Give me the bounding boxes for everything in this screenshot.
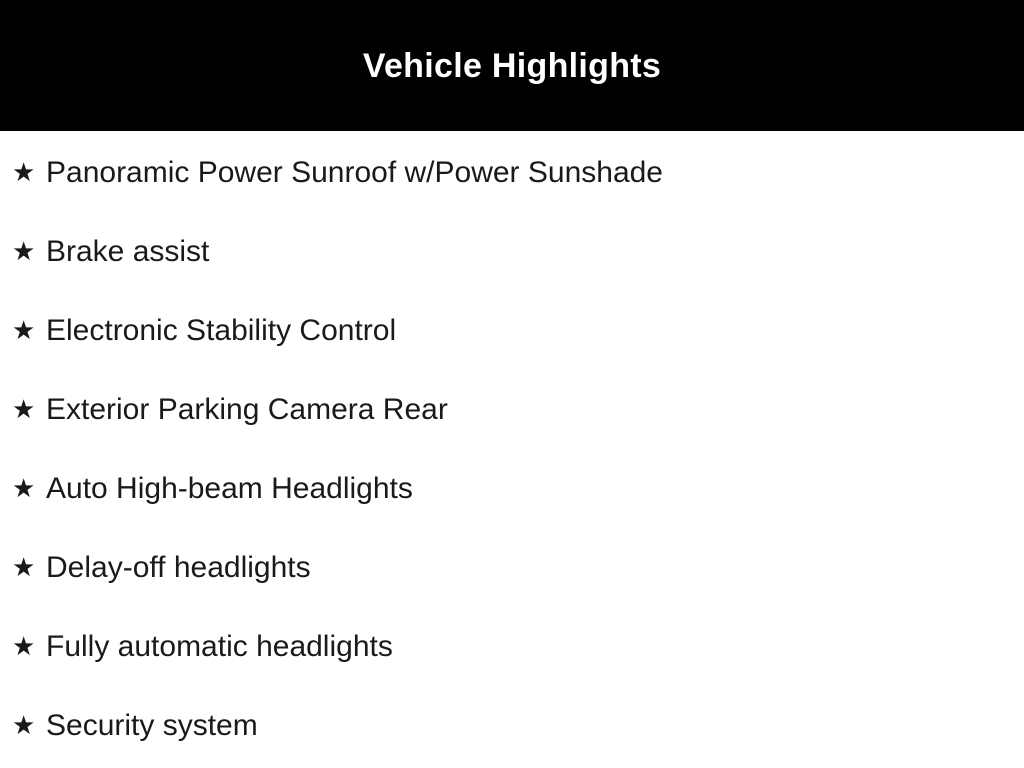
list-item-label: Electronic Stability Control — [46, 313, 397, 347]
star-icon: ★ — [12, 394, 36, 425]
list-item-label: Auto High-beam Headlights — [46, 471, 413, 505]
header — [0, 0, 1024, 131]
star-icon: ★ — [12, 157, 36, 188]
list-item — [12, 528, 1024, 607]
list-item-label: Delay-off headlights — [46, 550, 311, 584]
list-item-label: Security system — [46, 708, 258, 742]
star-icon: ★ — [12, 473, 36, 504]
list-item — [12, 291, 1024, 370]
highlights-list — [0, 131, 1024, 765]
star-icon: ★ — [12, 552, 36, 583]
list-item — [12, 370, 1024, 449]
list-item — [12, 686, 1024, 765]
list-item — [12, 212, 1024, 291]
star-icon: ★ — [12, 631, 36, 662]
star-icon: ★ — [12, 315, 36, 346]
list-item-label: Panoramic Power Sunroof w/Power Sunshade — [46, 155, 663, 189]
list-item-label: Exterior Parking Camera Rear — [46, 392, 448, 426]
star-icon: ★ — [12, 710, 36, 741]
star-icon: ★ — [12, 236, 36, 267]
list-item — [12, 607, 1024, 686]
list-item-label: Fully automatic headlights — [46, 629, 393, 663]
list-item-label: Brake assist — [46, 234, 210, 268]
list-item — [12, 449, 1024, 528]
list-item — [12, 133, 1024, 212]
page-title: Vehicle Highlights — [362, 46, 662, 85]
